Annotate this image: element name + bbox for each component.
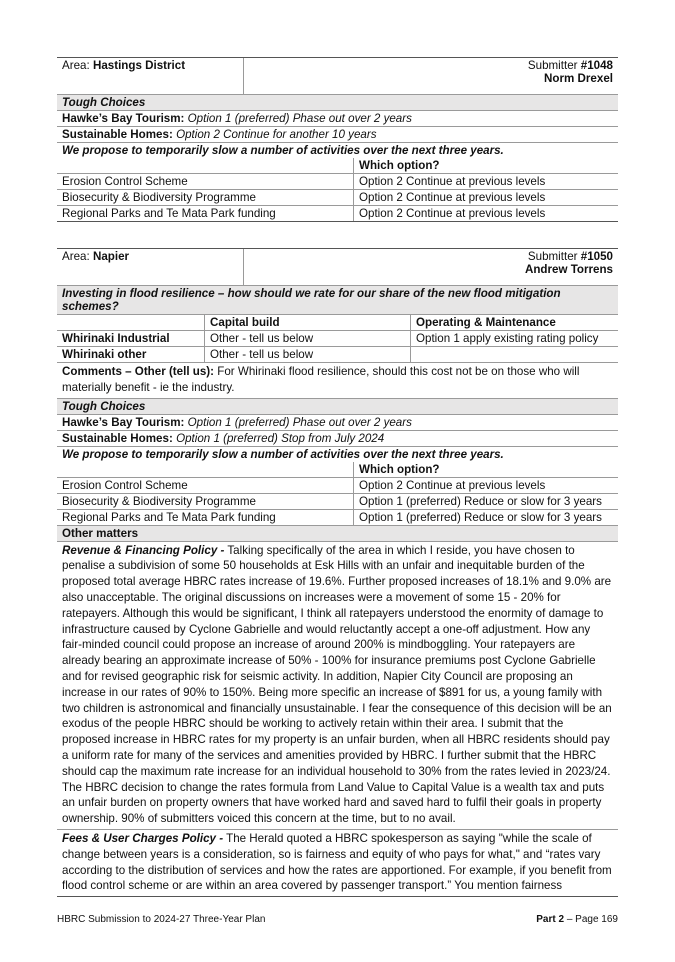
fees-paragraph xyxy=(57,830,618,896)
homes-row xyxy=(57,127,618,143)
homes-value: Option 2 Continue for another 10 years xyxy=(176,128,377,141)
activity-option: Option 1 (preferred) Reduce or slow for 3 years xyxy=(359,510,602,524)
submitter-name: Andrew Torrens xyxy=(524,263,613,276)
footer-page-number: – Page 169 xyxy=(566,914,618,925)
activity-name: Erosion Control Scheme xyxy=(57,174,354,189)
area-value: Napier xyxy=(92,250,130,263)
slow-heading: We propose to temporarily slow a number of activities over the next three years. xyxy=(62,144,504,157)
submitter-cell xyxy=(244,58,618,94)
which-option-row xyxy=(57,462,618,478)
submission-1048 xyxy=(57,57,618,222)
tourism-label: Hawke’s Bay Tourism: xyxy=(62,112,185,125)
activity-name: Biosecurity & Biodiversity Programme xyxy=(57,494,354,509)
activity-row xyxy=(57,206,618,222)
which-option-header: Which option? xyxy=(359,462,440,476)
fees-row xyxy=(57,830,618,897)
activity-option: Option 2 Continue at previous levels xyxy=(359,175,546,188)
activity-row xyxy=(57,478,618,494)
comments-paragraph xyxy=(57,363,618,398)
activity-row xyxy=(57,190,618,206)
flood-operating xyxy=(411,347,618,362)
footer-part: Part 2 xyxy=(536,914,565,925)
capital-build-header: Capital build xyxy=(205,315,411,330)
tourism-row xyxy=(57,111,618,127)
activity-name: Biosecurity & Biodiversity Programme xyxy=(57,190,354,205)
tough-choices-heading: Tough Choices xyxy=(62,96,146,109)
revenue-label: Revenue & Financing Policy - xyxy=(62,543,225,557)
area-cell xyxy=(57,249,244,285)
activity-option: Option 2 Continue at previous levels xyxy=(359,191,546,204)
submitter-id: #1048 xyxy=(580,59,613,72)
tourism-row xyxy=(57,415,618,431)
homes-label: Sustainable Homes: xyxy=(62,128,173,141)
activity-option: Option 2 Continue at previous levels xyxy=(359,478,546,492)
tough-choices-heading: Tough Choices xyxy=(62,399,146,413)
revenue-paragraph xyxy=(57,542,618,829)
flood-area-name: Whirinaki Industrial xyxy=(57,331,205,346)
area-cell xyxy=(57,58,244,94)
comments-text: For Whirinaki flood resilience, should this cost not be on those who will materially benefit - ie the industry. xyxy=(62,365,580,394)
submitter-name: Norm Drexel xyxy=(544,72,613,85)
flood-row xyxy=(57,331,618,347)
footer-title: HBRC Submission to 2024-27 Three-Year Plan xyxy=(57,914,266,925)
fees-text: The Herald quoted a HBRC spokesperson as saying "while the scale of change between years is a consideration, so is fairness and equity of who pays for what," and “rates vary according to the distribution of services and how the rates are apportioned. For example, if you benefit from flood control scheme or are within an area covered by passenger transport.” You mention fairness xyxy=(62,831,612,893)
revenue-row xyxy=(57,542,618,830)
activity-option: Option 1 (preferred) Reduce or slow for 3 years xyxy=(359,494,602,508)
submitter-id: #1050 xyxy=(580,250,613,263)
fees-label: Fees & User Charges Policy - xyxy=(62,831,224,845)
revenue-text: Talking specifically of the area in which I reside, you have chosen to penalise a subdivision of some 50 households at Esk Hills with an unfair and inequitable burden of the proposed total average HBRC rates increase of 19.6%. Further proposed increases of 18.1% and 9.0% are also unacceptable. The original discussions on increases were a movement of some 15 - 20% for ratepayers. Although this would be significant, I think all ratepayers understood the enormity of damage to infrastructure caused by Cyclone Gabrielle and would reluctantly accept a one-off adjustment. How any fair-minded council could propose an increase of around 200% is mindboggling. Your ratepayers are already bearing an approximate increase of 50% - 100% for insurance premiums post Cyclone Gabrielle and for revised geographic risk for seismic activity. In addition, Napier City Council are proposing an increase in our rates of 90% to 150%. Being more specific an increase of $891 for us, a young family with two children is astronomical and financially unsustainable. I fear the consequence of this decision will be an exodus of the people HBRC should be working to actively retain within their area. I submit that the proposed increase in HBRC rates for my property is an unfair burden, when all HBRC residents should pay a uniform rate for many of the services and amenities provided by HBRC. I further submit that the HBRC should cap the maximum rate increase for an individual household to 30% from the rates levied in 2023/24. The HBRC decision to change the rates formula from Land Value to Capital Value is a wealth tax and puts an unfair burden on property owners that have worked hard and saved hard to fulfil their goals in property ownership. 90% of submitters voiced this concern at the time, but to no avail. xyxy=(62,543,612,826)
flood-heading-row xyxy=(57,286,618,315)
area-label: Area: xyxy=(62,250,90,263)
activity-name: Erosion Control Scheme xyxy=(57,478,354,493)
homes-value: Option 1 (preferred) Stop from July 2024 xyxy=(176,431,385,445)
area-row xyxy=(57,248,618,286)
other-matters-row xyxy=(57,526,618,542)
comments-row xyxy=(57,363,618,399)
flood-area-name: Whirinaki other xyxy=(57,347,205,362)
area-value: Hastings District xyxy=(92,59,186,72)
flood-operating: Option 1 apply existing rating policy xyxy=(416,332,599,345)
page-footer xyxy=(57,914,618,925)
flood-header-row xyxy=(57,315,618,331)
which-option-row xyxy=(57,158,618,174)
other-matters-heading: Other matters xyxy=(62,526,139,540)
activity-name: Regional Parks and Te Mata Park funding xyxy=(57,510,354,525)
area-label: Area: xyxy=(62,59,90,72)
submission-1050 xyxy=(57,248,618,897)
tough-choices-row xyxy=(57,95,618,111)
tourism-value: Option 1 (preferred) Phase out over 2 years xyxy=(187,415,412,429)
activity-row xyxy=(57,494,618,510)
which-option-header: Which option? xyxy=(359,159,440,172)
flood-heading: Investing in flood resilience – how should we rate for our share of the new flood mitigation schemes? xyxy=(62,287,561,313)
flood-row xyxy=(57,347,618,363)
area-row xyxy=(57,57,618,95)
activity-row xyxy=(57,174,618,190)
homes-label: Sustainable Homes: xyxy=(62,431,173,445)
homes-row xyxy=(57,431,618,447)
flood-capital: Other - tell us below xyxy=(205,331,411,346)
footer-page xyxy=(536,914,618,925)
activity-name: Regional Parks and Te Mata Park funding xyxy=(57,206,354,221)
tough-choices-row xyxy=(57,399,618,415)
activity-option: Option 2 Continue at previous levels xyxy=(359,207,546,220)
tourism-label: Hawke’s Bay Tourism: xyxy=(62,415,185,429)
tourism-value: Option 1 (preferred) Phase out over 2 years xyxy=(187,112,412,125)
submitter-label: Submitter xyxy=(527,250,578,263)
submitter-label: Submitter xyxy=(527,59,578,72)
submitter-cell xyxy=(244,249,618,285)
slow-heading: We propose to temporarily slow a number of activities over the next three years. xyxy=(62,447,504,461)
comments-label: Comments – Other (tell us): xyxy=(62,365,215,378)
slow-heading-row xyxy=(57,447,618,462)
flood-capital: Other - tell us below xyxy=(205,347,411,362)
slow-heading-row xyxy=(57,143,618,158)
activity-row xyxy=(57,510,618,526)
operating-header: Operating & Maintenance xyxy=(416,316,556,329)
